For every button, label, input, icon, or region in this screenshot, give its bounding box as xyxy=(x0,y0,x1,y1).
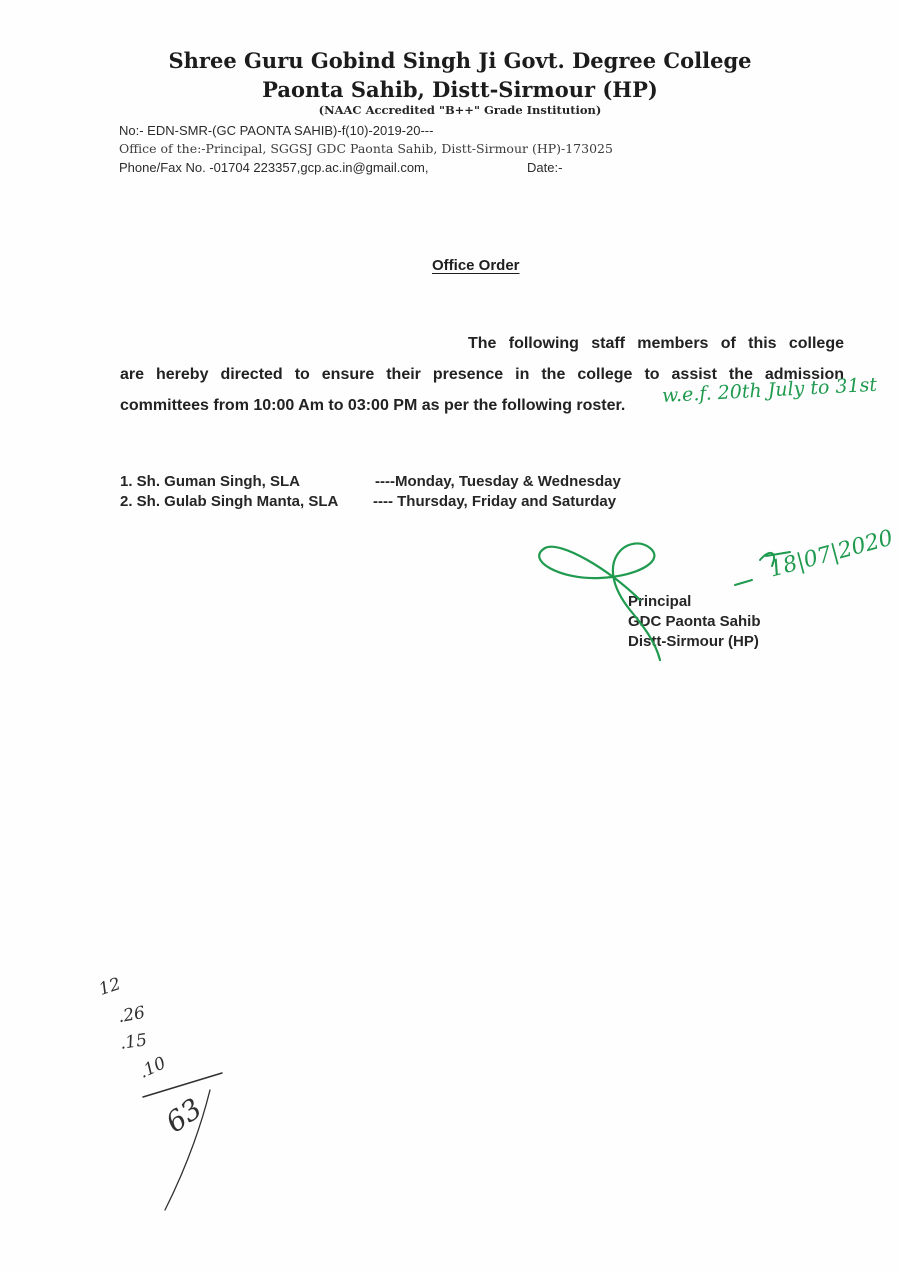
roster-days: ----Monday, Tuesday & Wednesday xyxy=(375,473,621,490)
principal-signature xyxy=(539,543,660,660)
reference-number: No:- EDN-SMR-(GC PAONTA SAHIB)-f(10)-2019-20--- xyxy=(119,123,434,138)
pencil-number: .10 xyxy=(136,1053,170,1083)
handwritten-sign-date: 18|07|2020 xyxy=(766,525,896,583)
date-label: Date:- xyxy=(527,160,563,175)
contact-info: Phone/Fax No. -01704 223357,gcp.ac.in@gmail.com, xyxy=(119,160,429,175)
order-text-line-3: committees from 10:00 Am to 03:00 PM as per the following roster. xyxy=(120,397,626,414)
order-title: Office Order xyxy=(432,257,520,274)
pencil-number: 12 xyxy=(96,974,124,1000)
college-name: Shree Guru Gobind Singh Ji Govt. Degree College xyxy=(168,48,752,73)
order-text-line-2: are hereby directed to ensure their presence in the college to assist the admission xyxy=(120,366,844,383)
roster-name: 1. Sh. Guman Singh, SLA xyxy=(120,473,301,490)
signature-initial xyxy=(760,552,790,566)
pencil-number: .26 xyxy=(116,1002,147,1028)
roster-name: 2. Sh. Gulab Singh Manta, SLA xyxy=(120,493,339,510)
office-address: Office of the:-Principal, SGGSJ GDC Paonta Sahib, Distt-Sirmour (HP)-173025 xyxy=(119,141,613,156)
pencil-number: .15 xyxy=(118,1030,149,1054)
pencil-total: 63 xyxy=(159,1091,208,1140)
signatory-title: Principal xyxy=(628,593,692,610)
roster-days: ---- Thursday, Friday and Saturday xyxy=(373,493,617,510)
signatory-org: GDC Paonta Sahib xyxy=(628,613,761,630)
signatory-district: Distt-Sirmour (HP) xyxy=(628,633,759,650)
college-location: Paonta Sahib, Distt-Sirmour (HP) xyxy=(262,77,658,102)
handwritten-wef-note: w.e.f. 20th July to 31st xyxy=(661,373,878,407)
signature-dash xyxy=(735,580,752,585)
order-text-line-1: The following staff members of this college xyxy=(468,335,844,352)
accreditation-note: (NAAC Accredited "B++" Grade Institution) xyxy=(318,103,602,117)
